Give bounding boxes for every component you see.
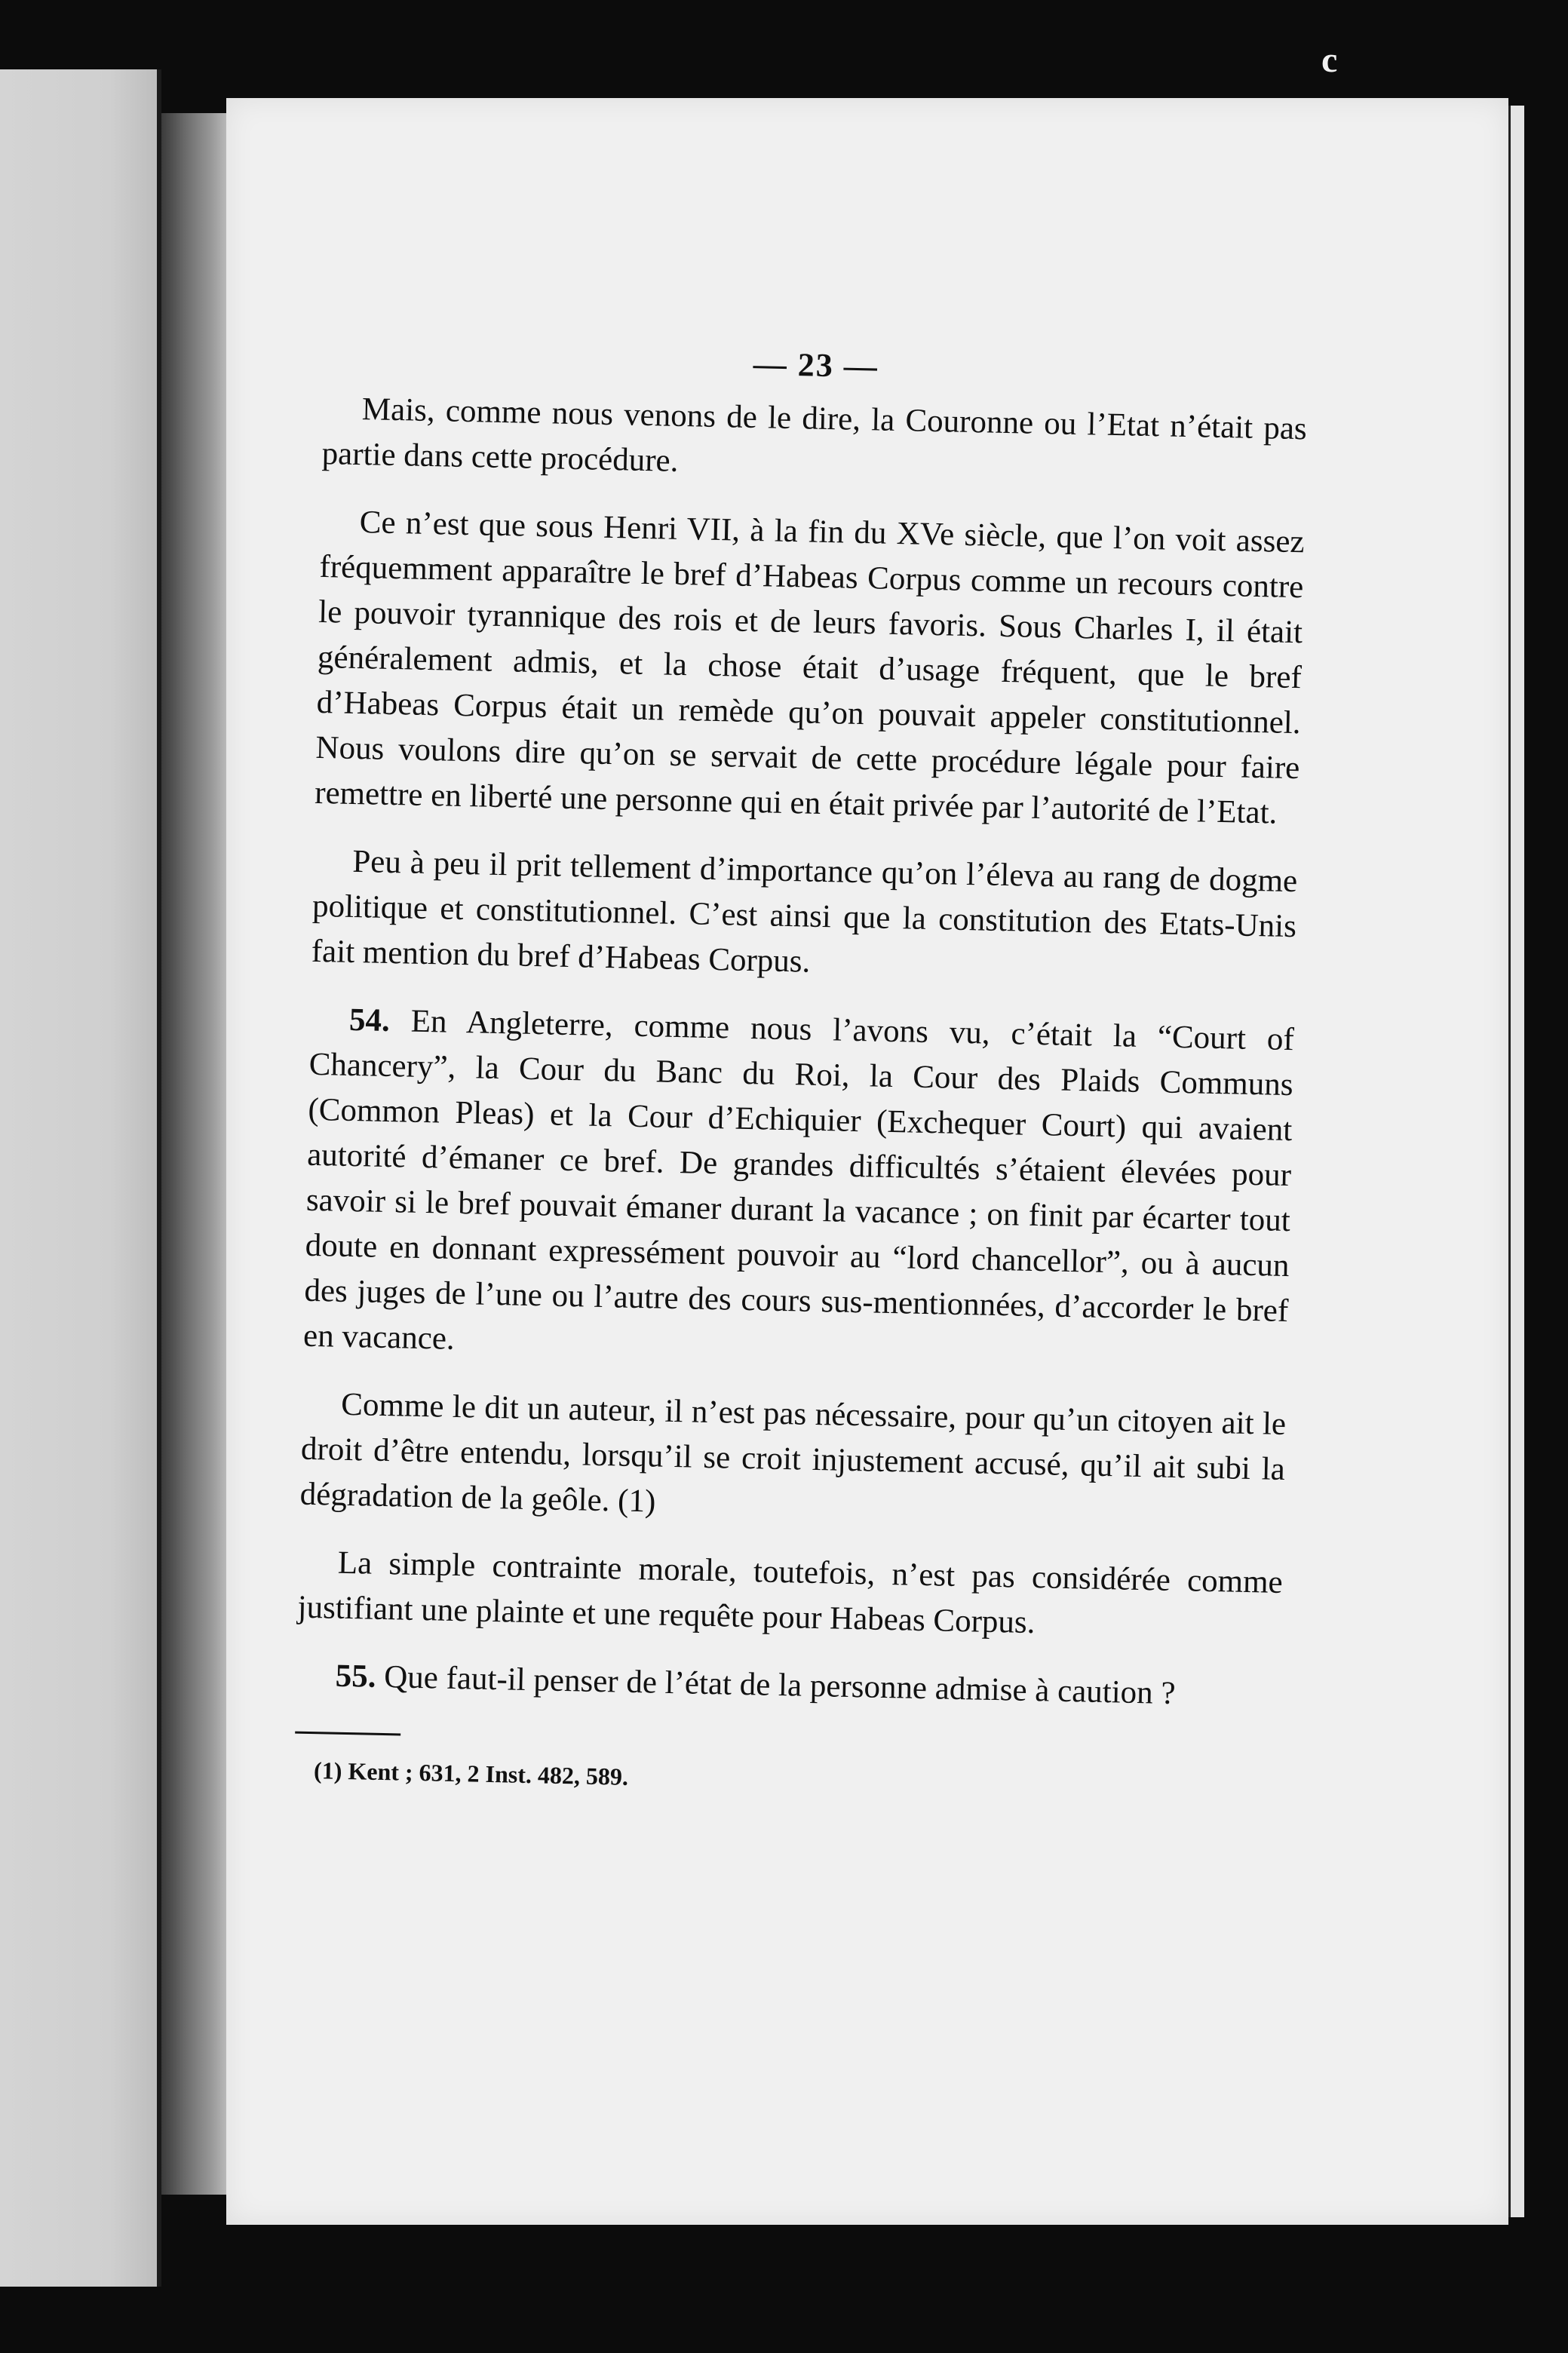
paragraph	[315, 499, 1306, 836]
scan-corner-mark: c	[1321, 40, 1338, 80]
paragraph	[299, 1382, 1286, 1538]
left-page-edge	[0, 69, 161, 2287]
book-gutter-shadow	[161, 113, 234, 2195]
paragraph	[321, 386, 1307, 497]
paragraph-text: En Angleterre, comme nous l’avons vu, c’était la “Court of Chancery”, la Cour du Banc du Roi, la Cour des Plaids Communs (Common Pleas) et la Cour d’Echiquier (Exchequer Court) qui avaient autorité d’émaner ce bref. De grandes difficultés s’étaient élevées pour savoir si le bref pouvait émaner durant la vacance ; on finit par écarter tout doute en donnant expressément pouvoir au “lord chancellor”, ou à aucun des juges de l’une ou l’autre des cours sus-mentionnées, d’accorder le bref en vacance.	[302, 1003, 1295, 1357]
paragraph	[297, 1540, 1283, 1651]
section-number: 55.	[335, 1658, 377, 1695]
paragraph	[303, 997, 1295, 1379]
section-number: 54.	[348, 1002, 391, 1039]
page-text	[294, 336, 1309, 1805]
paragraph	[311, 839, 1297, 995]
paragraph	[296, 1653, 1281, 1719]
paragraph-text: Que faut-il penser de l’état de la personne admise à caution ?	[383, 1659, 1177, 1712]
paragraph-text: Peu à peu il prit tellement d’importance qu’on l’éleva au rang de dogme politique et constitutionnel. C’est ainsi que la constitution des Etats-Unis fait mention du bref d’Habeas Corpus.	[311, 843, 1298, 980]
footnote-rule	[295, 1732, 400, 1736]
paragraph-text: Ce n’est que sous Henri VII, à la fin du XVe siècle, que l’on voit assez fréquemment apparaître le bref d’Habeas Corpus comme un recours contre le pouvoir tyrannique des rois et de leurs favoris. Sous Charles I, il était généralement admis, et la chose était d’usage fréquent, que le bref d’Habeas Corpus était un remède qu’on pouvait appeler constitutionnel. Nous voulons dire qu’on se servait de cette procédure légale pour faire remettre en liberté une personne qui en était privée par l’autorité de l’Etat.	[314, 505, 1306, 831]
paragraph-text: La simple contrainte morale, toutefois, n’est pas considérée comme justifiant une plainte et une requête pour Habeas Corpus.	[297, 1545, 1284, 1641]
footnote: (1) Kent ; 631, 2 Inst. 482, 589.	[313, 1756, 629, 1790]
right-page-edge	[1508, 106, 1524, 2217]
paragraph-text: Mais, comme nous venons de le dire, la Couronne ou l’Etat n’était pas partie dans cette procédure.	[321, 391, 1308, 479]
page-number: — 23 —	[753, 345, 879, 385]
paragraph-text: Comme le dit un auteur, il n’est pas nécessaire, pour qu’un citoyen ait le droit d’être entendu, lorsqu’il se croit injustement accusé, qu’il ait subi la dégradation de la geôle. (1)	[299, 1386, 1287, 1520]
